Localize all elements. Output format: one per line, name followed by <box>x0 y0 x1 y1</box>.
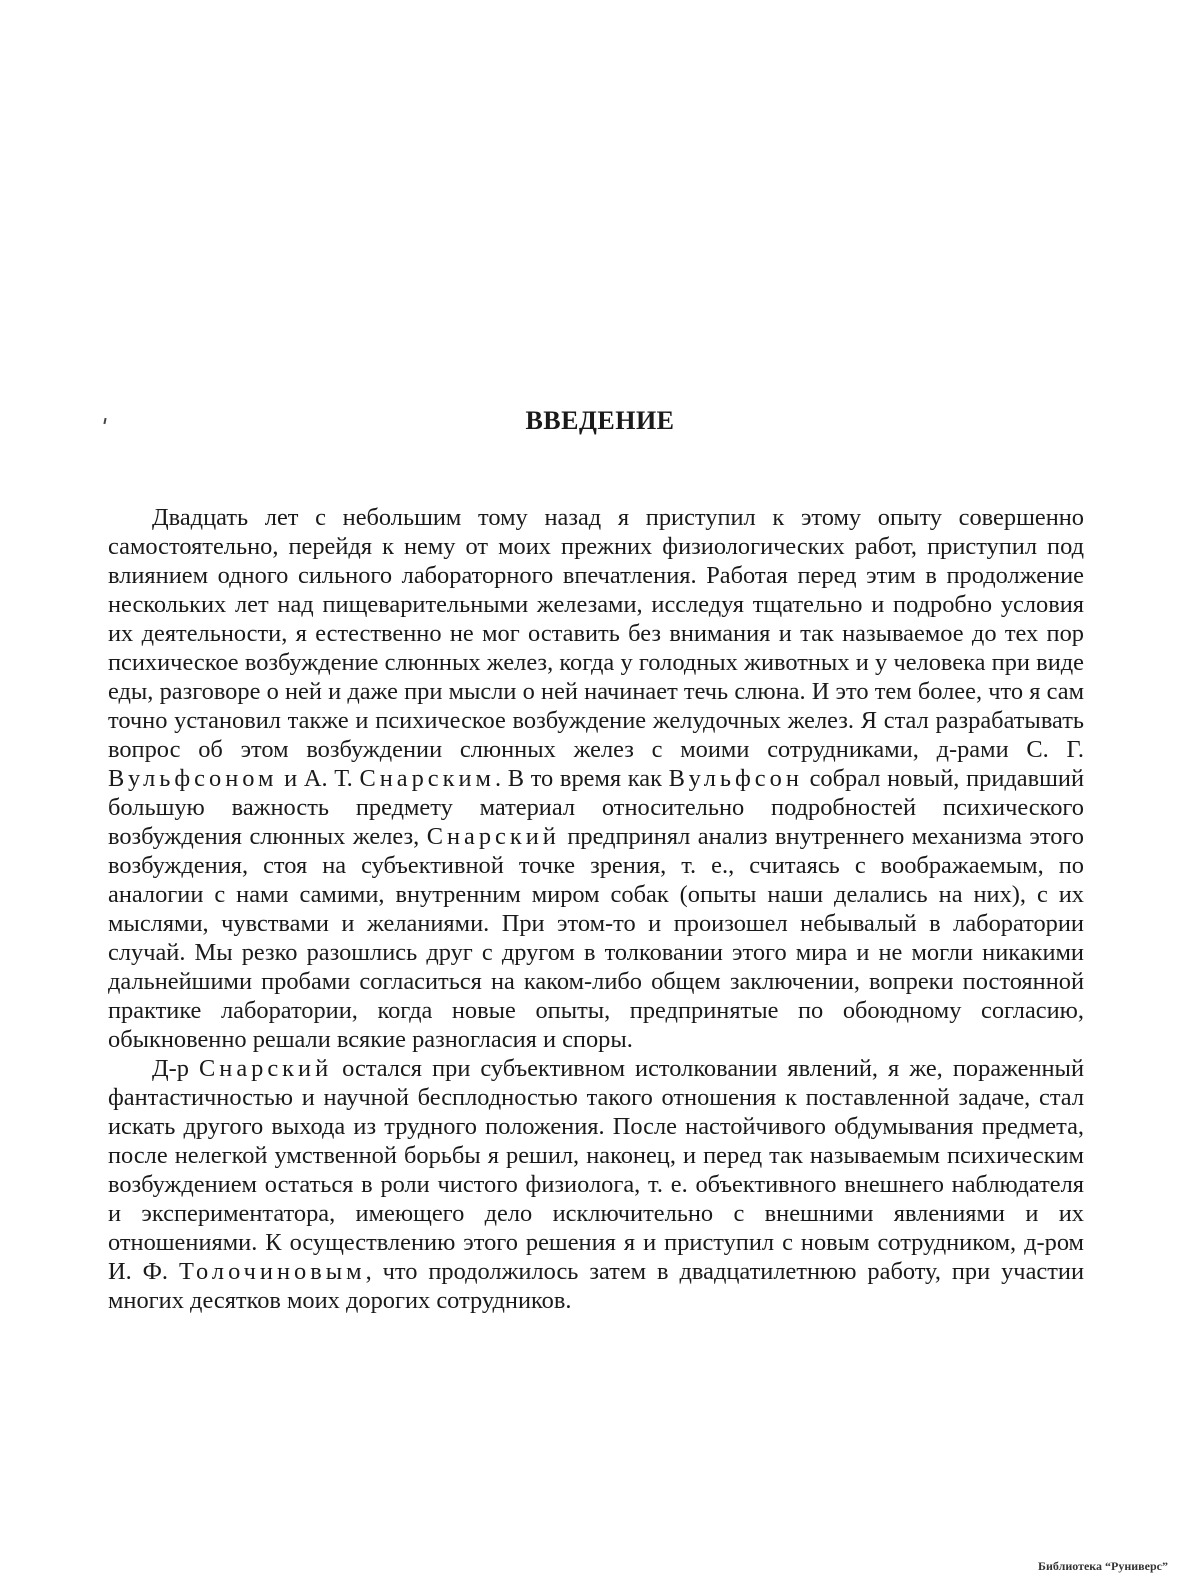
spaced-name: Снарский <box>199 1055 333 1082</box>
spaced-name: Вульфсоном <box>108 765 278 792</box>
paragraph-1 <box>108 503 1084 1054</box>
spaced-name: Толочиновым <box>178 1258 366 1285</box>
body-text <box>108 503 1084 1315</box>
paragraph-2 <box>108 1054 1084 1315</box>
text-run: предпринял анализ внутреннего механизма этого возбуждения, стоя на субъективной точке зрения, т. е., считаясь с воображаемым, по аналогии с нами самими, внутренним миром собак (опыты наши делались на них), с их мыслями, чувствами и желаниями. При этом-то и произошел небывалый в лаборатории случай. Мы резко разошлись друг с другом в толковании этого мира и не могли никакими дальнейшими пробами согласиться на каком-либо общем заключении, вопреки постоянной практике лаборатории, когда новые опыты, предпринятые по обоюдному согласию, обыкновенно решали всякие разногласия и споры. <box>108 823 1084 1053</box>
text-run: и А. Т. <box>277 765 360 792</box>
spaced-name: Снарский <box>426 823 560 850</box>
text-run: собрал новый, придавший большую важность предмету материал относительно подробностей психического возбуждения слюнных желез, <box>108 765 1085 850</box>
text-run: Двадцать лет с небольшим тому назад я приступил к этому опыту совершенно самостоятельно, перейдя к нему от моих прежних физиологических работ, приступил под влиянием одного сильного лабораторного впечатления. Работая перед этим в продолжение нескольких лет над пищеварительными железами, исследуя тщательно и подробно условия их деятельности, я естественно не мог оставить без внимания и так называемое до тех пор психическое возбуждение слюнных желез, когда у голодных животных и у человека при виде еды, разговоре о ней и даже при мысли о ней начинает течь слюна. И это тем более, что я сам точно установил также и психическое возбуждение желудочных желез. Я стал разрабатывать вопрос об этом возбуждении слюнных желез с моими сотрудниками, д-рами С. Г. <box>108 504 1084 763</box>
text-run: , что продолжилось затем в двадцатилетнюю работу, при участии многих десятков моих дорогих сотрудников. <box>108 1258 1084 1314</box>
chapter-heading-text: ВВЕДЕНИЕ <box>525 406 675 435</box>
library-watermark: Библиотека “Руниверс” <box>1038 1559 1168 1573</box>
text-run: . В то время как <box>494 765 669 792</box>
text-run: остался при субъективном истолковании явлений, я же, пораженный фантастичностью и научной бесплодностью такого отношения к поставленной задаче, стал искать другого выхода из трудного положения. После настойчивого обдумывания предмета, после нелегкой умственной борьбы я решил, наконец, и перед так называемым психическим возбуждением остаться в роли чистого физиолога, т. е. объективного внешнего наблюдателя и экспериментатора, имеющего дело исключительно с внешними явлениями и их отношениями. К осуществлению этого решения я и приступил с новым сотрудником, д-ром И. Ф. <box>108 1055 1084 1285</box>
spaced-name: Снарским <box>359 765 495 792</box>
text-run: Д-р <box>152 1055 200 1082</box>
chapter-heading <box>0 406 1200 436</box>
spaced-name: Вульфсон <box>668 765 803 792</box>
